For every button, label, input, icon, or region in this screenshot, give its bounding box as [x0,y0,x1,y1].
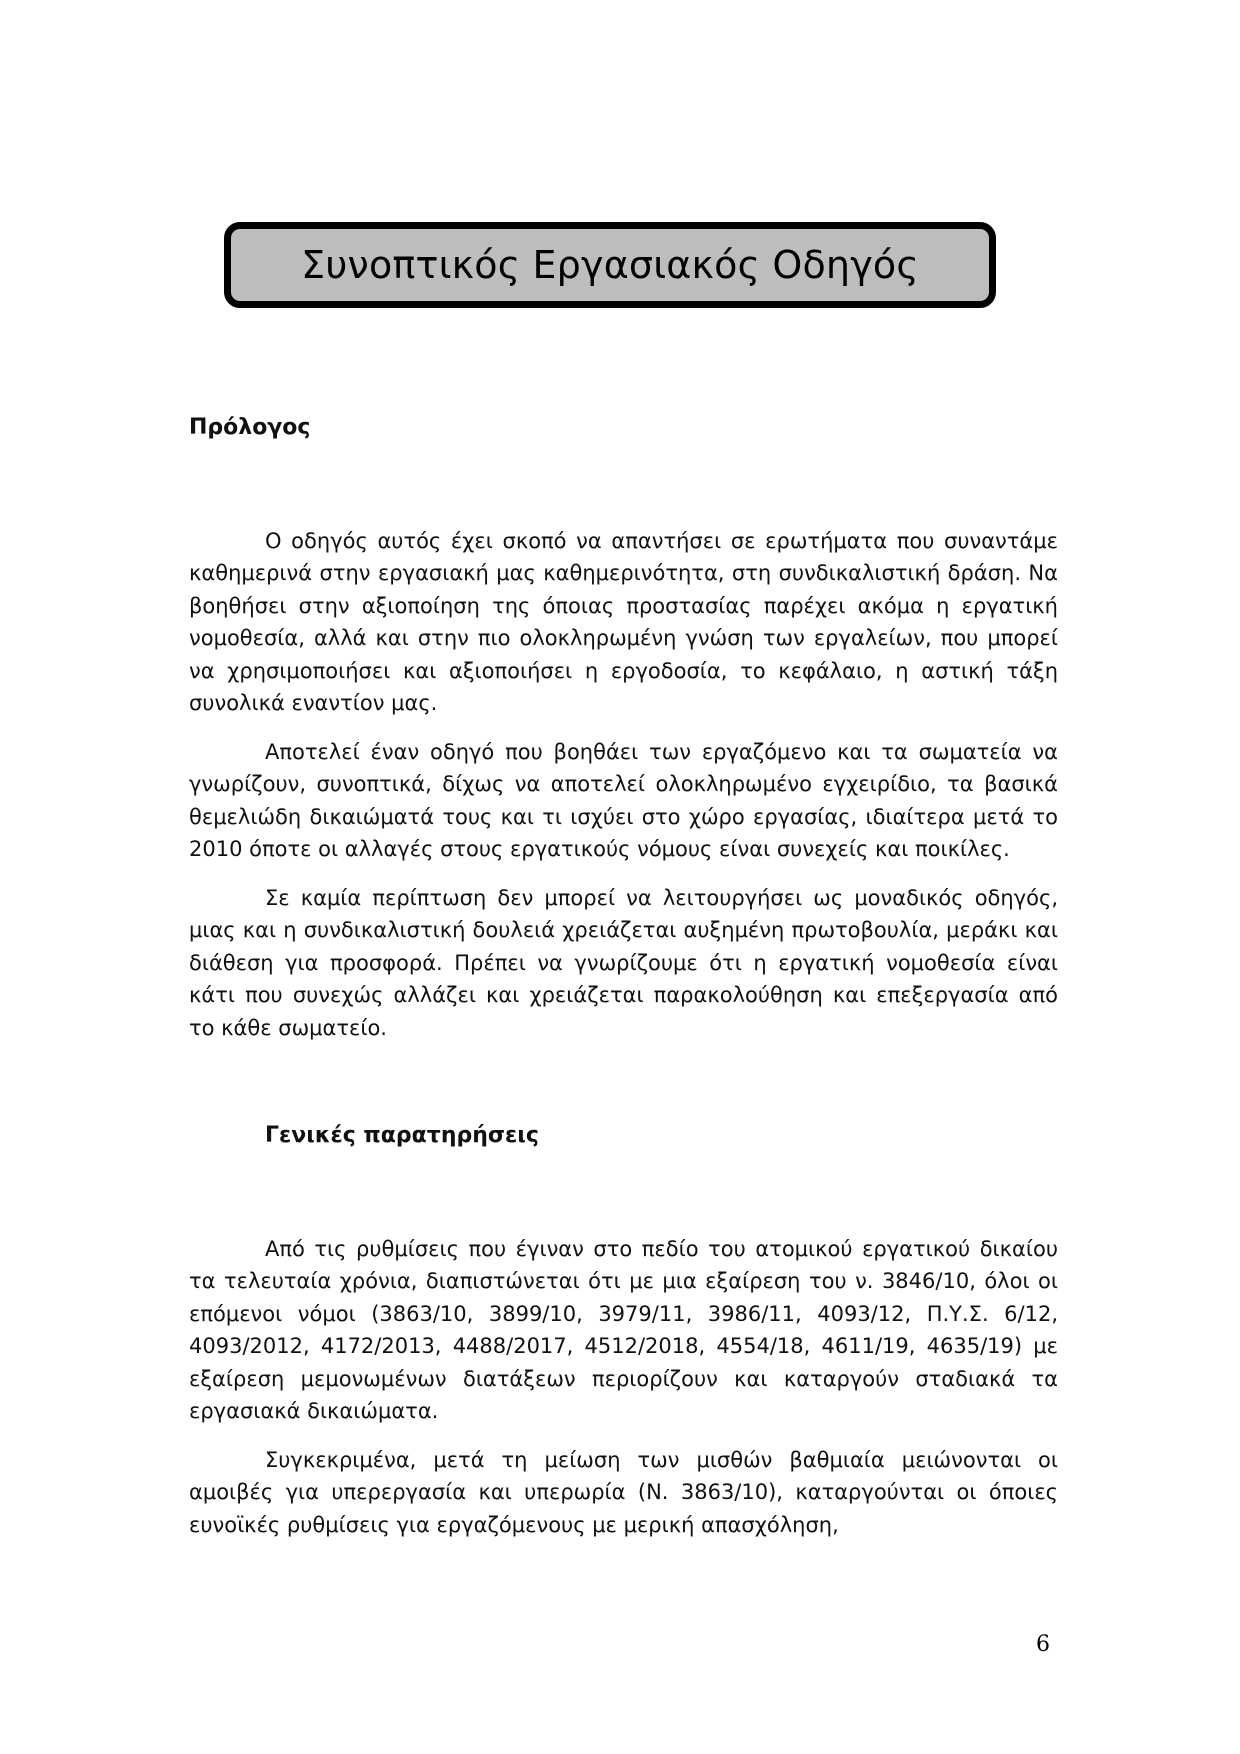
prologue-paragraph-1: Ο οδηγός αυτός έχει σκοπό να απαντήσει σε ερωτήματα που συναντάμε καθημερινά στην εργασιακή μας καθημερινότητα, στη συνδικαλιστική δράση. Να βοηθήσει στην αξιοποίηση της όποιας προστασίας παρέχει ακόμα η εργατική νομοθεσία, αλλά και στην πιο ολοκληρωμένη γνώση των εργαλείων, που μπορεί να χρησιμοποιήσει και αξιοποιήσει η εργοδοσία, το κεφάλαιο, η αστική τάξη συνολικά εναντίον μας. [189,528,1058,715]
general-remarks-paragraph-2: Συγκεκριμένα, μετά τη μείωση των μισθών βαθμιαία μειώνονται οι αμοιβές για υπερεργασία και υπερωρία (Ν. 3863/10), καταργούνται οι όποιες ευνοϊκές ρυθμίσεις για εργαζόμενους με μερική απασχόληση, [189,1447,1058,1537]
page-number: 6 [1036,1632,1050,1657]
title-box [224,222,996,308]
section-heading-prologue: Πρόλογος [189,415,311,440]
section-heading-general-remarks: Γενικές παρατηρήσεις [265,1123,539,1148]
prologue-paragraph-3: Σε καμία περίπτωση δεν μπορεί να λειτουργήσει ως μοναδικός οδηγός, μιας και η συνδικαλιστική δουλειά χρειάζεται αυξημένη πρωτοβουλία, μεράκι και διάθεση για προσφορά. Πρέπει να γνωρίζουμε ότι η εργατική νομοθεσία είναι κάτι που συνεχώς αλλάζει και χρειάζεται παρακολούθηση και επεξεργασία από το κάθε σωματείο. [189,885,1058,1040]
document-body [189,412,1058,1541]
document-title: Συνοπτικός Εργασιακός Οδηγός [301,243,919,287]
general-remarks-paragraph-1: Από τις ρυθμίσεις που έγιναν στο πεδίο του ατομικού εργατικού δικαίου τα τελευταία χρόνια, διαπιστώνεται ότι με μια εξαίρεση του ν. 3846/10, όλοι οι επόμενοι νόμοι (3863/10, 3899/10, 3979/11, 3986/11, 4093/12, Π.Υ.Σ. 6/12, 4093/2012, 4172/2013, 4488/2017, 4512/2018, 4554/18, 4611/19, 4635/19) με εξαίρεση μεμονωμένων διατάξεων περιορίζουν και καταργούν σταδιακά τα εργασιακά δικαιώματα. [189,1236,1058,1423]
prologue-paragraph-2: Αποτελεί έναν οδηγό που βοηθάει των εργαζόμενο και τα σωματεία να γνωρίζουν, συνοπτικά, δίχως να αποτελεί ολοκληρωμένο εγχειρίδιο, τα βασικά θεμελιώδη δικαιώματά τους και τι ισχύει στο χώρο εργασίας, ιδιαίτερα μετά το 2010 όποτε οι αλλαγές στους εργατικούς νόμους είναι συνεχείς και ποικίλες. [189,739,1058,861]
